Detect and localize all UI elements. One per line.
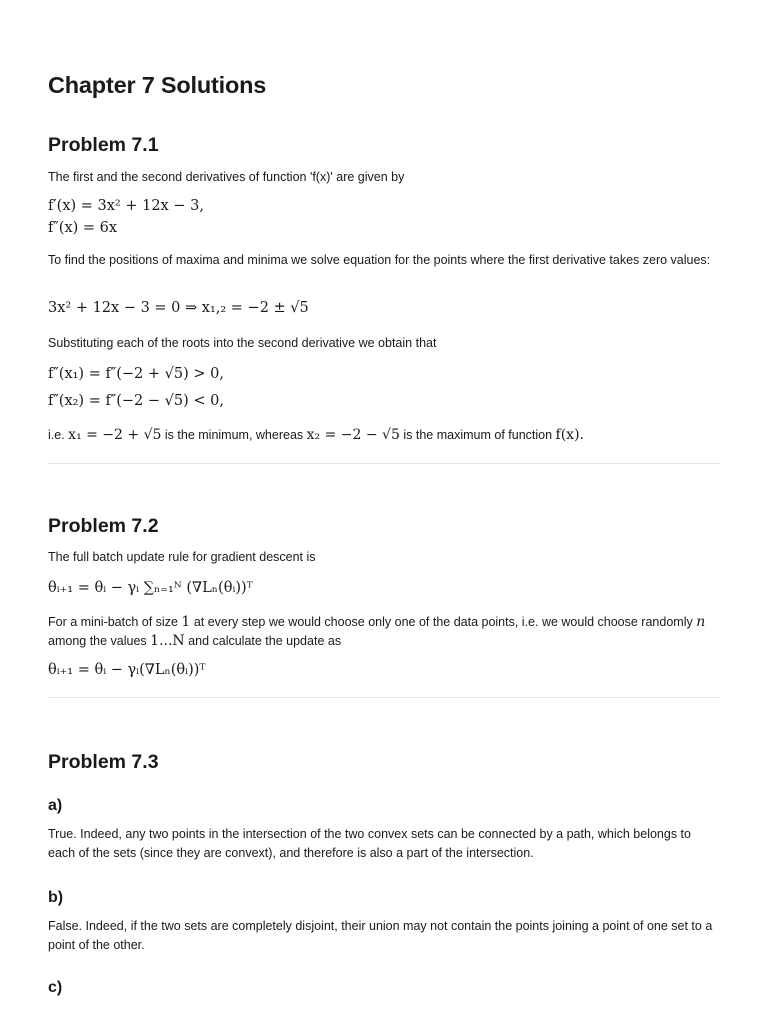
equation-second-derivative-x2: f″(x₂) = f″(−2 − √5) < 0, [48,393,224,409]
math-x1: x₁ = −2 + √5 [68,427,162,443]
equation-second-derivative: f″(x) = 6x [48,220,118,236]
part-b-label: b) [48,889,64,906]
problem-7-3-title: Problem 7.3 [48,751,159,773]
equation-first-derivative: f′(x) = 3x² + 12x − 3, [48,198,204,214]
problem-7-1-intro: The first and the second derivatives of function 'f(x)' are given by [48,170,405,184]
math-x2: x₂ = −2 − √5 [306,427,400,443]
part-a-label: a) [48,797,63,814]
section-divider [48,463,720,464]
problem-7-1-text-substitute: Substituting each of the roots into the second derivative we obtain that [48,336,437,350]
problem-7-2-title: Problem 7.2 [48,515,159,537]
problem-7-1-conclusion: i.e. x₁ = −2 + √5 is the minimum, whereas x₂ = −2 − √5 is the maximum of function f(x). [48,427,584,443]
part-a-text: True. Indeed, any two points in the intersection of the two convex sets can be connected by a path, which belongs to each of the sets (since they are convext), and therefore is also a part of the intersection. [48,827,691,860]
equation-second-derivative-x1: f″(x₁) = f″(−2 + √5) > 0, [48,366,224,382]
equation-minibatch-update: θᵢ₊₁ = θᵢ − γᵢ(∇Lₙ(θᵢ))ᵀ [48,662,206,678]
part-b-text: False. Indeed, if the two sets are completely disjoint, their union may not contain the points joining a point of one set to a point of the other. [48,919,713,952]
chapter-title: Chapter 7 Solutions [48,72,267,98]
problem-7-1-title: Problem 7.1 [48,134,159,156]
equation-roots: 3x² + 12x − 3 = 0 ⇒ x₁,₂ = −2 ± √5 [48,300,309,316]
part-c-label: c) [48,979,63,996]
problem-7-2-intro: The full batch update rule for gradient descent is [48,550,316,564]
math-fx: f(x). [555,427,584,443]
problem-7-2-text-minibatch: For a mini-batch of size 1 at every step we would choose only one of the data points, i.e. we would choose randomly n among the values 1...N and calculate the update as [48,614,706,649]
equation-full-batch-update: θᵢ₊₁ = θᵢ − γᵢ ∑ₙ₌₁ᴺ (∇Lₙ(θᵢ))ᵀ [48,580,253,596]
section-divider [48,697,720,698]
problem-7-1-text-roots: To find the positions of maxima and minima we solve equation for the points where the first derivative takes zero values: [48,253,711,267]
